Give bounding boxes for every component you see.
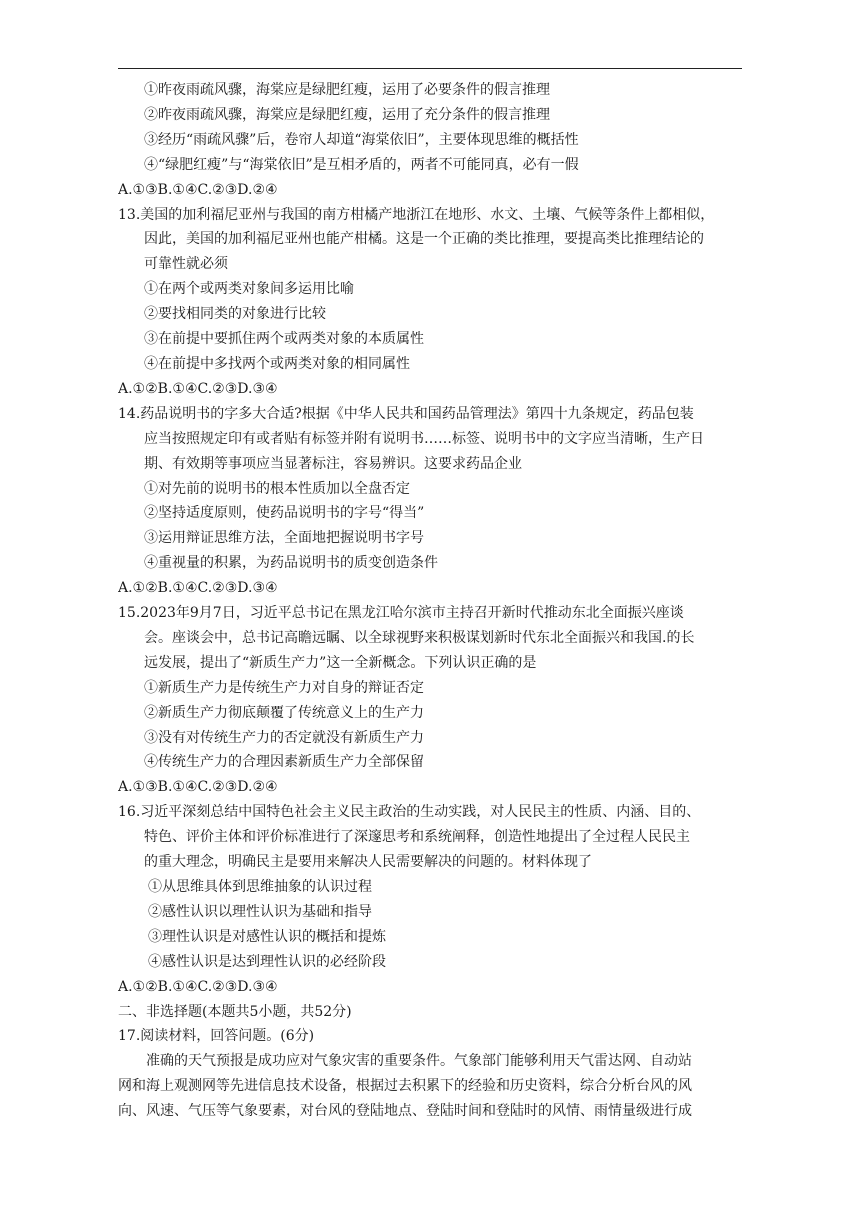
q15-stem xyxy=(118,601,742,676)
q12-options xyxy=(118,78,742,178)
q15-option-1: ①新质生产力是传统生产力对自身的辩证否定 xyxy=(144,679,424,696)
q15-option-2: ②新质生产力彻底颠覆了传统意义上的生产力 xyxy=(144,704,424,721)
q14-option-1: ①对先前的说明书的根本性质加以全盘否定 xyxy=(144,480,410,497)
q13-option-3: ③在前提中要抓住两个或两类对象的本质属性 xyxy=(144,331,424,348)
q14-stem-line-3: 期、有效期等事项应当显著标注，容易辨识。这要求药品企业 xyxy=(144,455,522,472)
q16-option-3: ③理性认识是对感性认识的概括和提炼 xyxy=(148,928,386,945)
q13-stem-line-1: 13.美国的加利福尼亚州与我国的南方柑橘产地浙江在地形、水文、土壤、气候等条件上都相似， xyxy=(118,206,715,223)
q14-options xyxy=(118,477,742,577)
q16-stem-line-1: 16.习近平深刻总结中国特色社会主义民主政治的生动实践，对人民民主的性质、内涵、目的、 xyxy=(118,804,701,821)
q15-option-3: ③没有对传统生产力的否定就没有新质生产力 xyxy=(144,729,424,746)
q13-option-1: ①在两个或两类对象间多运用比喻 xyxy=(144,281,354,298)
q14-option-4: ④重视量的积累，为药品说明书的质变创造条件 xyxy=(144,555,438,572)
q16-stem-line-3: 的重大理念，明确民主是要用来解决人民需要解决的问题的。材料体现了 xyxy=(144,854,592,871)
q12-option-3: ③经历“雨疏风骤”后，卷帘人却道“海棠依旧”，主要体现思维的概括性 xyxy=(144,131,579,148)
q13-option-4: ④在前提中多找两个或两类对象的相同属性 xyxy=(144,355,410,372)
q16-answer-choices: A.①②B.①④C.②③D.③④ xyxy=(118,978,278,995)
q13-stem-line-2: 因此，美国的加利福尼亚州也能产柑橘。这是一个正确的类比推理，要提高类比推理结论的 xyxy=(144,231,704,248)
q16-options xyxy=(118,875,742,975)
q14-option-3: ③运用辩证思维方法，全面地把握说明书字号 xyxy=(144,530,424,547)
q15-stem-line-2: 会。座谈会中，总书记高瞻远瞩、以全球视野来积极谋划新时代东北全面振兴和我国.的长 xyxy=(144,629,695,646)
q17-para-line-2: 网和海上观测网等先进信息技术设备，根据过去积累下的经验和历史资料，综合分析台风的风 xyxy=(118,1078,692,1095)
q17-para-line-1: 准确的天气预报是成功应对气象灾害的重要条件。气象部门能够利用天气雷达网、自动站 xyxy=(146,1053,692,1070)
exam-page-content xyxy=(118,78,742,1124)
q14-answer-choices: A.①②B.①④C.②③D.③④ xyxy=(118,580,278,597)
q16-option-4: ④感性认识是达到理性认识的必经阶段 xyxy=(148,953,386,970)
q12-option-1: ①昨夜雨疏风骤，海棠应是绿肥红瘦，运用了必要条件的假言推理 xyxy=(144,82,550,98)
q16-option-2: ②感性认识以理性认识为基础和指导 xyxy=(148,903,372,920)
q14-stem xyxy=(118,402,742,477)
q15-option-4: ④传统生产力的合理因素新质生产力全部保留 xyxy=(144,754,424,771)
q17-title: 17.阅读材料，回答问题。(6分) xyxy=(118,1028,315,1045)
q13-options xyxy=(118,277,742,377)
q17-para-line-3: 向、风速、气压等气象要素，对台风的登陆地点、登陆时间和登陆时的风情、雨情量级进行成 xyxy=(118,1103,692,1120)
q16-stem xyxy=(118,800,742,875)
q12-option-4: ④“绿肥红瘦”与“海棠依旧”是互相矛盾的，两者不可能同真，必有一假 xyxy=(144,156,579,173)
q13-stem xyxy=(118,203,742,278)
q17-material xyxy=(118,1049,742,1124)
q13-option-2: ②要找相同类的对象进行比较 xyxy=(144,306,326,323)
q13-answer-choices: A.①②B.①④C.②③D.③④ xyxy=(118,380,278,397)
section-2-title: 二、非选择题(本题共5小题，共52分) xyxy=(118,1003,352,1020)
q15-answer-choices: A.①③B.①④C.②③D.②④ xyxy=(118,779,278,796)
q15-options xyxy=(118,676,742,776)
q14-stem-line-1: 14.药品说明书的字多大合适?根据《中华人民共和国药品管理法》第四十九条规定，药品包装 xyxy=(118,405,694,422)
q15-stem-line-3: 远发展，提出了“新质生产力”这一全新概念。下列认识正确的是 xyxy=(144,654,537,671)
q14-option-2: ②坚持适度原则，使药品说明书的字号“得当” xyxy=(144,505,425,522)
q13-stem-line-3: 可靠性就必须 xyxy=(144,256,228,273)
q14-stem-line-2: 应当按照规定印有或者贴有标签并附有说明书……标签、说明书中的文字应当清晰，生产日 xyxy=(144,430,704,447)
q16-option-1: ①从思维具体到思维抽象的认识过程 xyxy=(148,879,372,895)
q12-answer-choices: A.①③B.①④C.②③D.②④ xyxy=(118,181,278,198)
q16-stem-line-2: 特色、评价主体和评价标准进行了深邃思考和系统阐释，创造性地提出了全过程人民民主 xyxy=(144,829,690,846)
q12-option-2: ②昨夜雨疏风骤，海棠应是绿肥红瘦，运用了充分条件的假言推理 xyxy=(144,106,550,123)
header-rule xyxy=(118,68,742,69)
q15-stem-line-1: 15.2023年9月7日，习近平总书记在黑龙江哈尔滨市主持召开新时代推动东北全面振兴座谈 xyxy=(118,605,684,622)
